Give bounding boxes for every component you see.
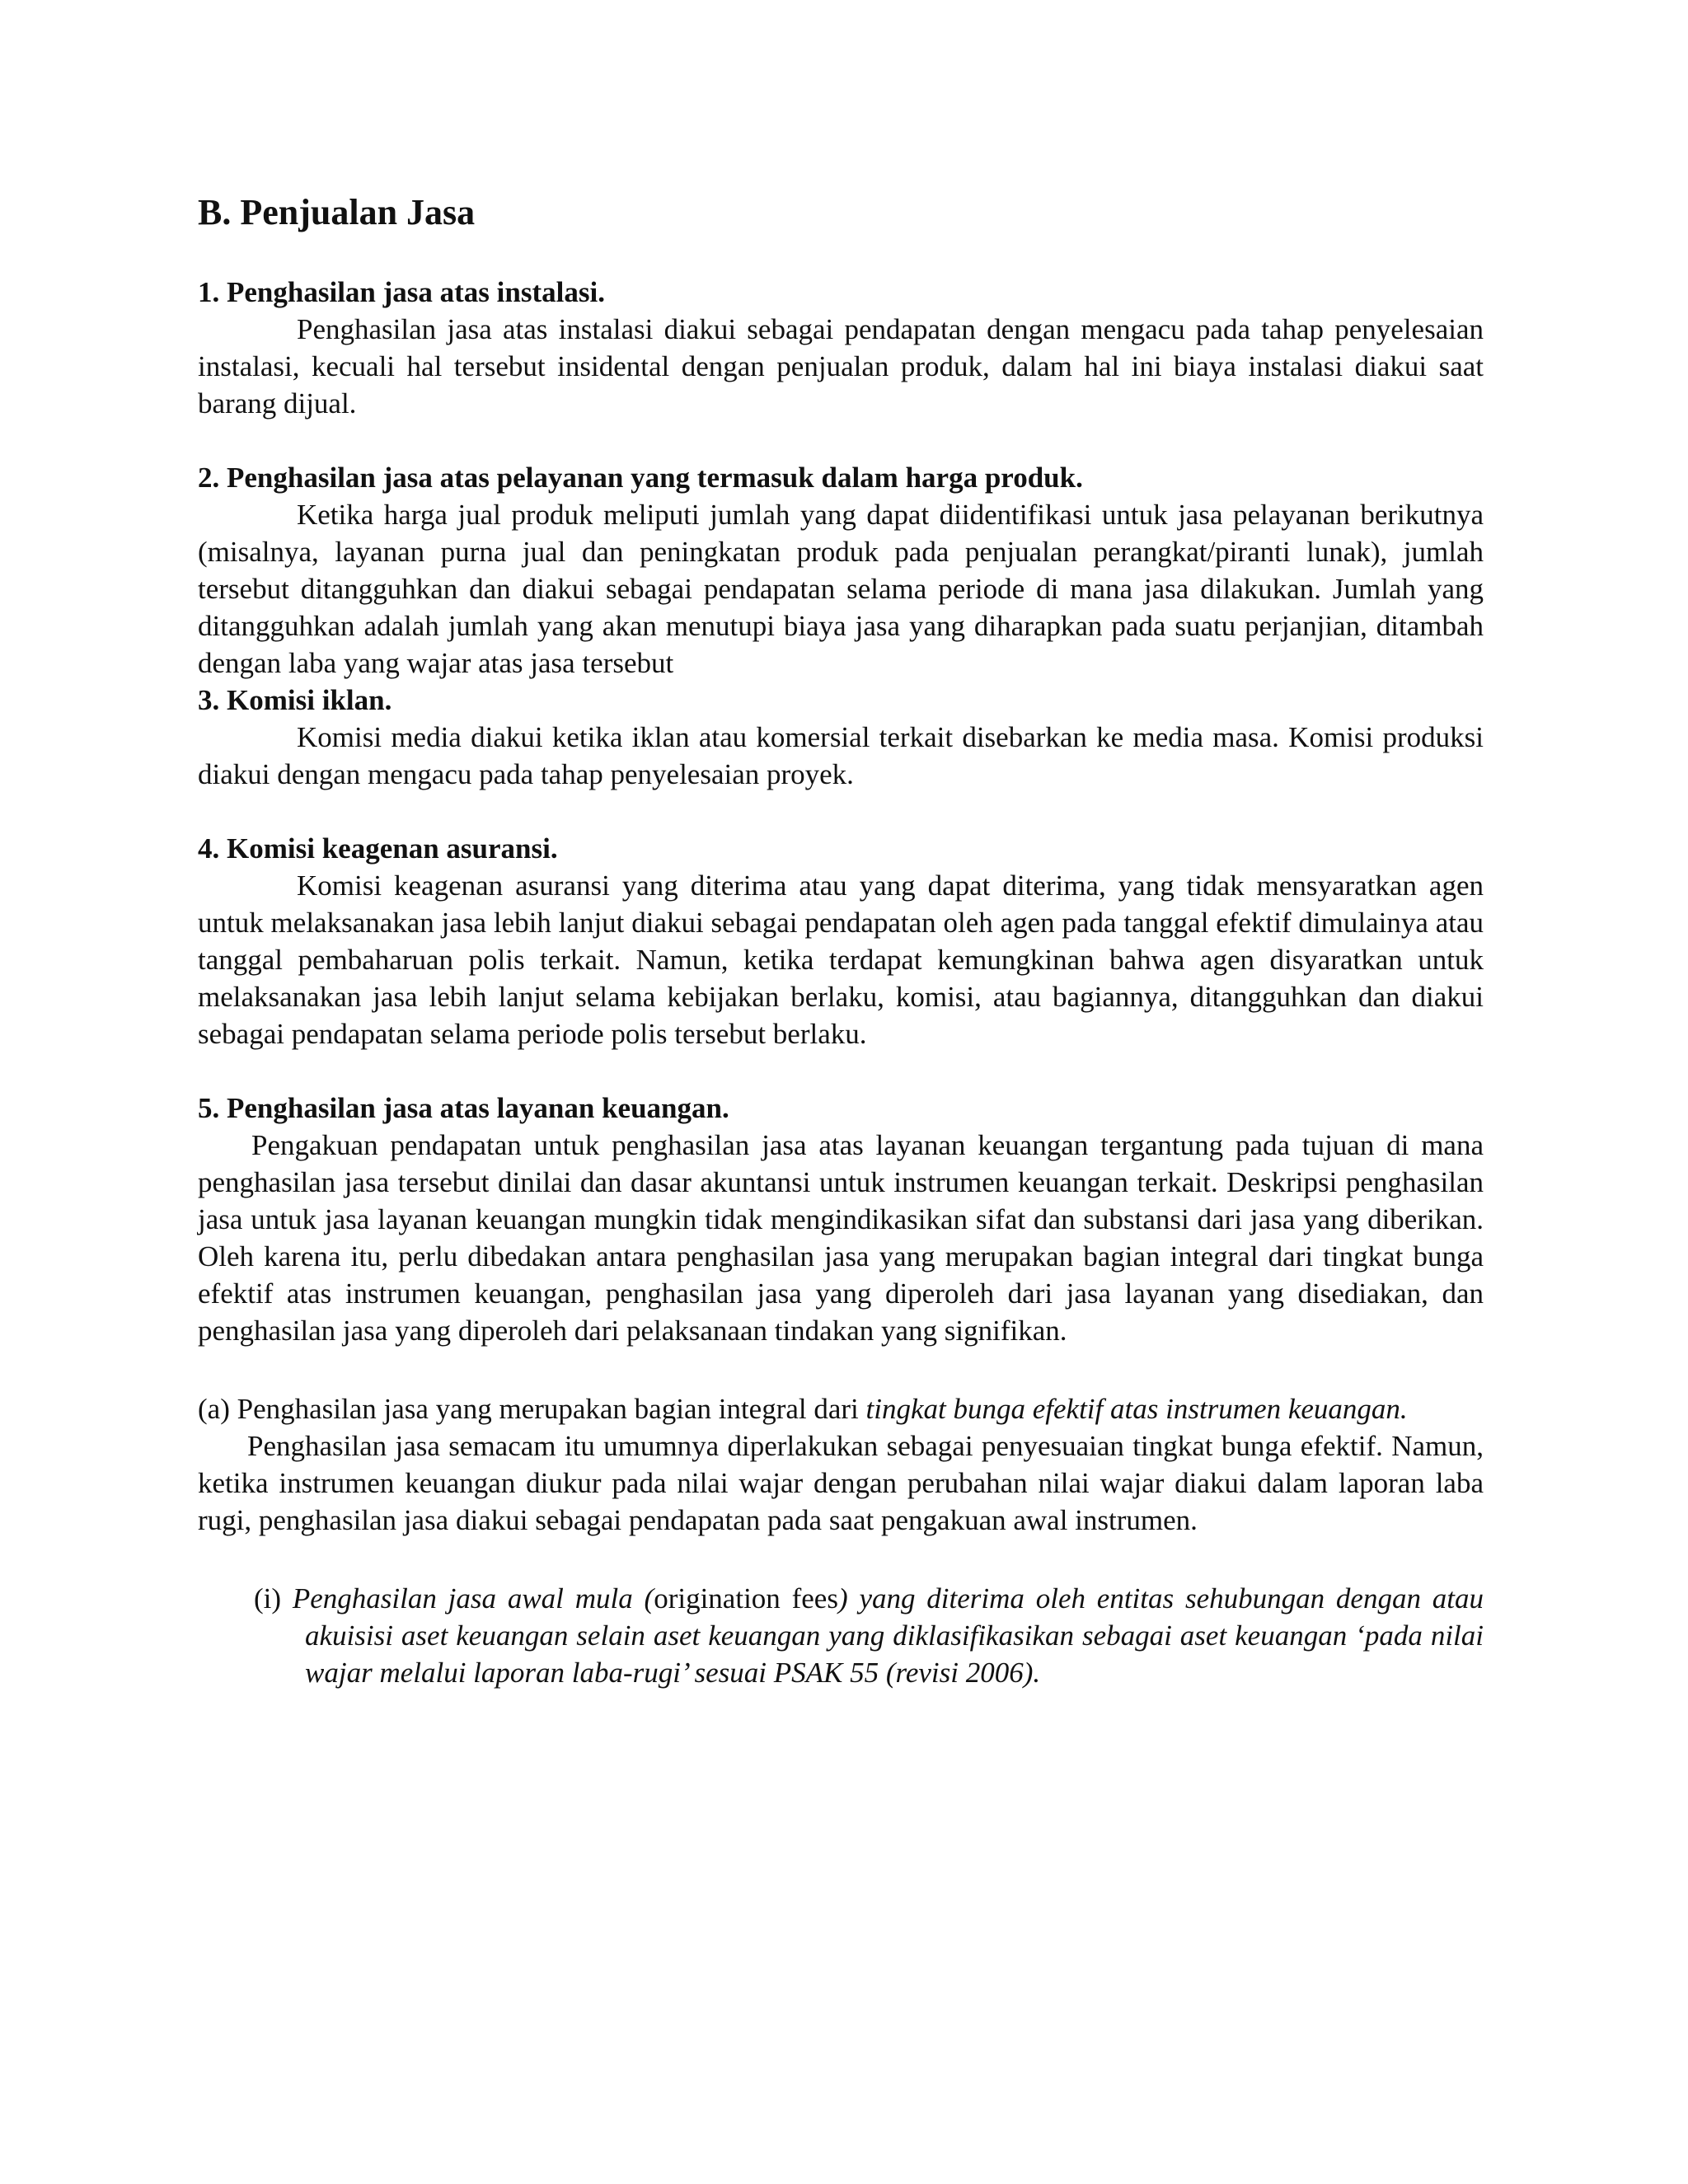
section-heading: 1. Penghasilan jasa atas instalasi. [198,276,605,308]
section-body: Ketika harga jual produk meliputi jumlah yang dapat diidentifikasi untuk jasa pelayanan berikutnya (misalnya, layanan purna jual dan peningkatan produk pada penjualan perangkat/piranti lunak), jumlah tersebut ditangguhkan dan diakui sebagai pendapatan selama periode di mana jasa dilakukan. Jumlah yang ditangguhkan adalah jumlah yang akan menutupi biaya jasa yang diharapkan pada suatu perjanjian, ditambah dengan laba yang wajar atas jasa tersebut [198,499,1484,679]
sub-item-i-text [198,1580,1484,1691]
section-heading: 2. Penghasilan jasa atas pelayanan yang termasuk dalam harga produk. [198,462,1083,494]
section-body: Komisi media diakui ketika iklan atau komersial terkait disebarkan ke media masa. Komisi produksi diakui dengan mengacu pada tahap penyelesaian proyek. [198,721,1484,790]
list-marker: (a) [198,1393,237,1425]
section-5 [198,1090,1484,1349]
section-heading: 5. Penghasilan jasa atas layanan keuangan. [198,1092,729,1124]
sub-item-italic: tingkat bunga efektif atas instrumen keuangan. [865,1393,1408,1425]
sub-item-roman: origination fees [654,1582,838,1615]
page-title: B. Penjualan Jasa [198,192,476,232]
section-4 [198,830,1484,1052]
sub-item-text: Penghasilan jasa yang merupakan bagian integral dari [237,1393,866,1425]
list-marker: (i) [254,1582,293,1615]
sub-item-a-heading [198,1390,1484,1427]
sub-item-italic-start: Penghasilan jasa awal mula ( [292,1582,654,1615]
section-body: Pengakuan pendapatan untuk penghasilan jasa atas layanan keuangan tergantung pada tujuan di mana penghasilan jasa tersebut dinilai dan dasar akuntansi untuk instrumen keuangan terkait. Deskripsi penghasilan jasa untuk jasa layanan keuangan mungkin tidak mengindikasikan sifat dan substansi dari jasa yang diberikan. Oleh karena itu, perlu dibedakan antara penghasilan jasa yang merupakan bagian integral dari tingkat bunga efektif atas instrumen keuangan, penghasilan jasa yang diperoleh dari jasa layanan yang disediakan, dan penghasilan jasa yang diperoleh dari pelaksanaan tindakan yang signifikan. [198,1129,1484,1347]
section-body: Penghasilan jasa atas instalasi diakui sebagai pendapatan dengan mengacu pada tahap penyelesaian instalasi, kecuali hal tersebut insidental dengan penjualan produk, dalam hal ini biaya instalasi diakui saat barang dijual. [198,313,1484,419]
sub-item-a-body: Penghasilan jasa semacam itu umumnya diperlakukan sebagai penyesuaian tingkat bunga efektif. Namun, ketika instrumen keuangan diukur pada nilai wajar dengan perubahan nilai wajar diakui dalam laporan laba rugi, penghasilan jasa diakui sebagai pendapatan pada saat pengakuan awal instrumen. [198,1430,1484,1536]
section-heading: 4. Komisi keagenan asuransi. [198,832,558,865]
section-heading: 3. Komisi iklan. [198,684,392,716]
sub-item-italic-end: ) yang diterima oleh entitas sehubungan dengan atau akuisisi aset keuangan selain aset keuangan yang diklasifikasikan sebagai aset keuangan ‘pada nilai wajar melalui laporan laba-rugi’ sesuai PSAK 55 (revisi 2006). [305,1582,1484,1689]
section-1 [198,274,1484,422]
document-page [198,191,1484,1691]
section-body: Komisi keagenan asuransi yang diterima atau yang dapat diterima, yang tidak mensyaratkan agen untuk melaksanakan jasa lebih lanjut diakui sebagai pendapatan oleh agen pada tanggal efektif dimulainya atau tanggal pembaharuan polis terkait. Namun, ketika terdapat kemungkinan bahwa agen disyaratkan untuk melaksanakan jasa lebih lanjut selama kebijakan berlaku, komisi, atau bagiannya, ditangguhkan dan diakui sebagai pendapatan selama periode polis tersebut berlaku. [198,869,1484,1050]
sub-item-i [198,1580,1484,1691]
section-3 [198,682,1484,793]
section-2 [198,459,1484,682]
sub-item-a [198,1390,1484,1539]
